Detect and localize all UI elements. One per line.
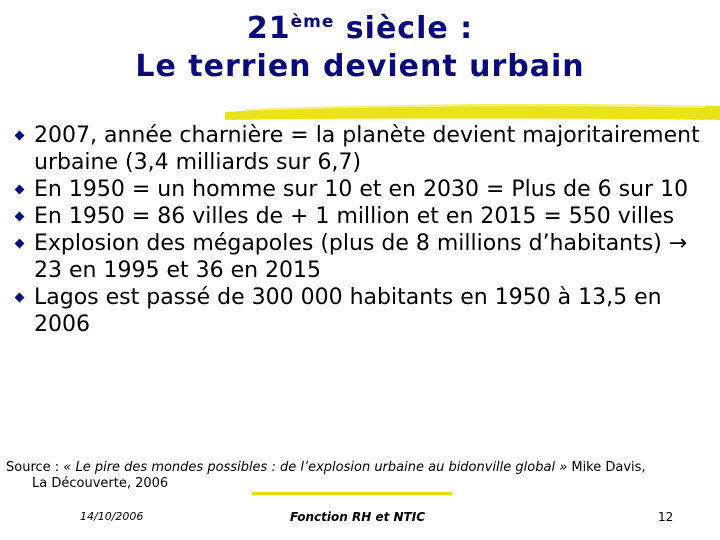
title-number: 21: [246, 11, 291, 46]
footer-title: Fonction RH et NTIC: [290, 510, 425, 524]
title-line-2: Le terrien devient urbain: [135, 49, 585, 84]
bullet-list: [12, 122, 712, 338]
diamond-bullet-icon: [15, 293, 25, 303]
diamond-bullet-icon: [15, 131, 25, 141]
diamond-bullet-icon: [15, 239, 25, 249]
footer-date: 14/10/2006: [80, 510, 144, 523]
source-author: Mike Davis,: [567, 460, 646, 475]
title-superscript: ème: [290, 12, 335, 32]
title-rest: siècle :: [334, 11, 474, 46]
source-citation: [6, 460, 716, 492]
bullet-item: Lagos est passé de 300 000 habitants en 1950 à 13,5 en 2006: [12, 284, 712, 338]
bullet-item: En 1950 = un homme sur 10 et en 2030 = Plus de 6 sur 10: [12, 176, 712, 203]
diamond-bullet-icon: [15, 212, 25, 222]
source-publisher: La Découverte, 2006: [32, 476, 169, 491]
diamond-bullet-icon: [15, 185, 25, 195]
source-book-title: « Le pire des mondes possibles : de l’explosion urbaine au bidonville global »: [63, 460, 568, 475]
bullet-item: En 1950 = 86 villes de + 1 million et en 2015 = 550 villes: [12, 203, 712, 230]
title-line-1: [0, 10, 720, 48]
slide-title: [0, 10, 720, 86]
page-number: 12: [658, 510, 674, 524]
source-prefix: Source :: [6, 460, 64, 475]
bullet-item: Explosion des mégapoles (plus de 8 millions d’habitants) → 23 en 1995 et 36 en 2015: [12, 230, 712, 284]
bullet-item: 2007, année charnière = la planète devient majoritairement urbaine (3,4 milliards sur 6,7): [12, 122, 712, 176]
footer-divider: [252, 492, 452, 495]
